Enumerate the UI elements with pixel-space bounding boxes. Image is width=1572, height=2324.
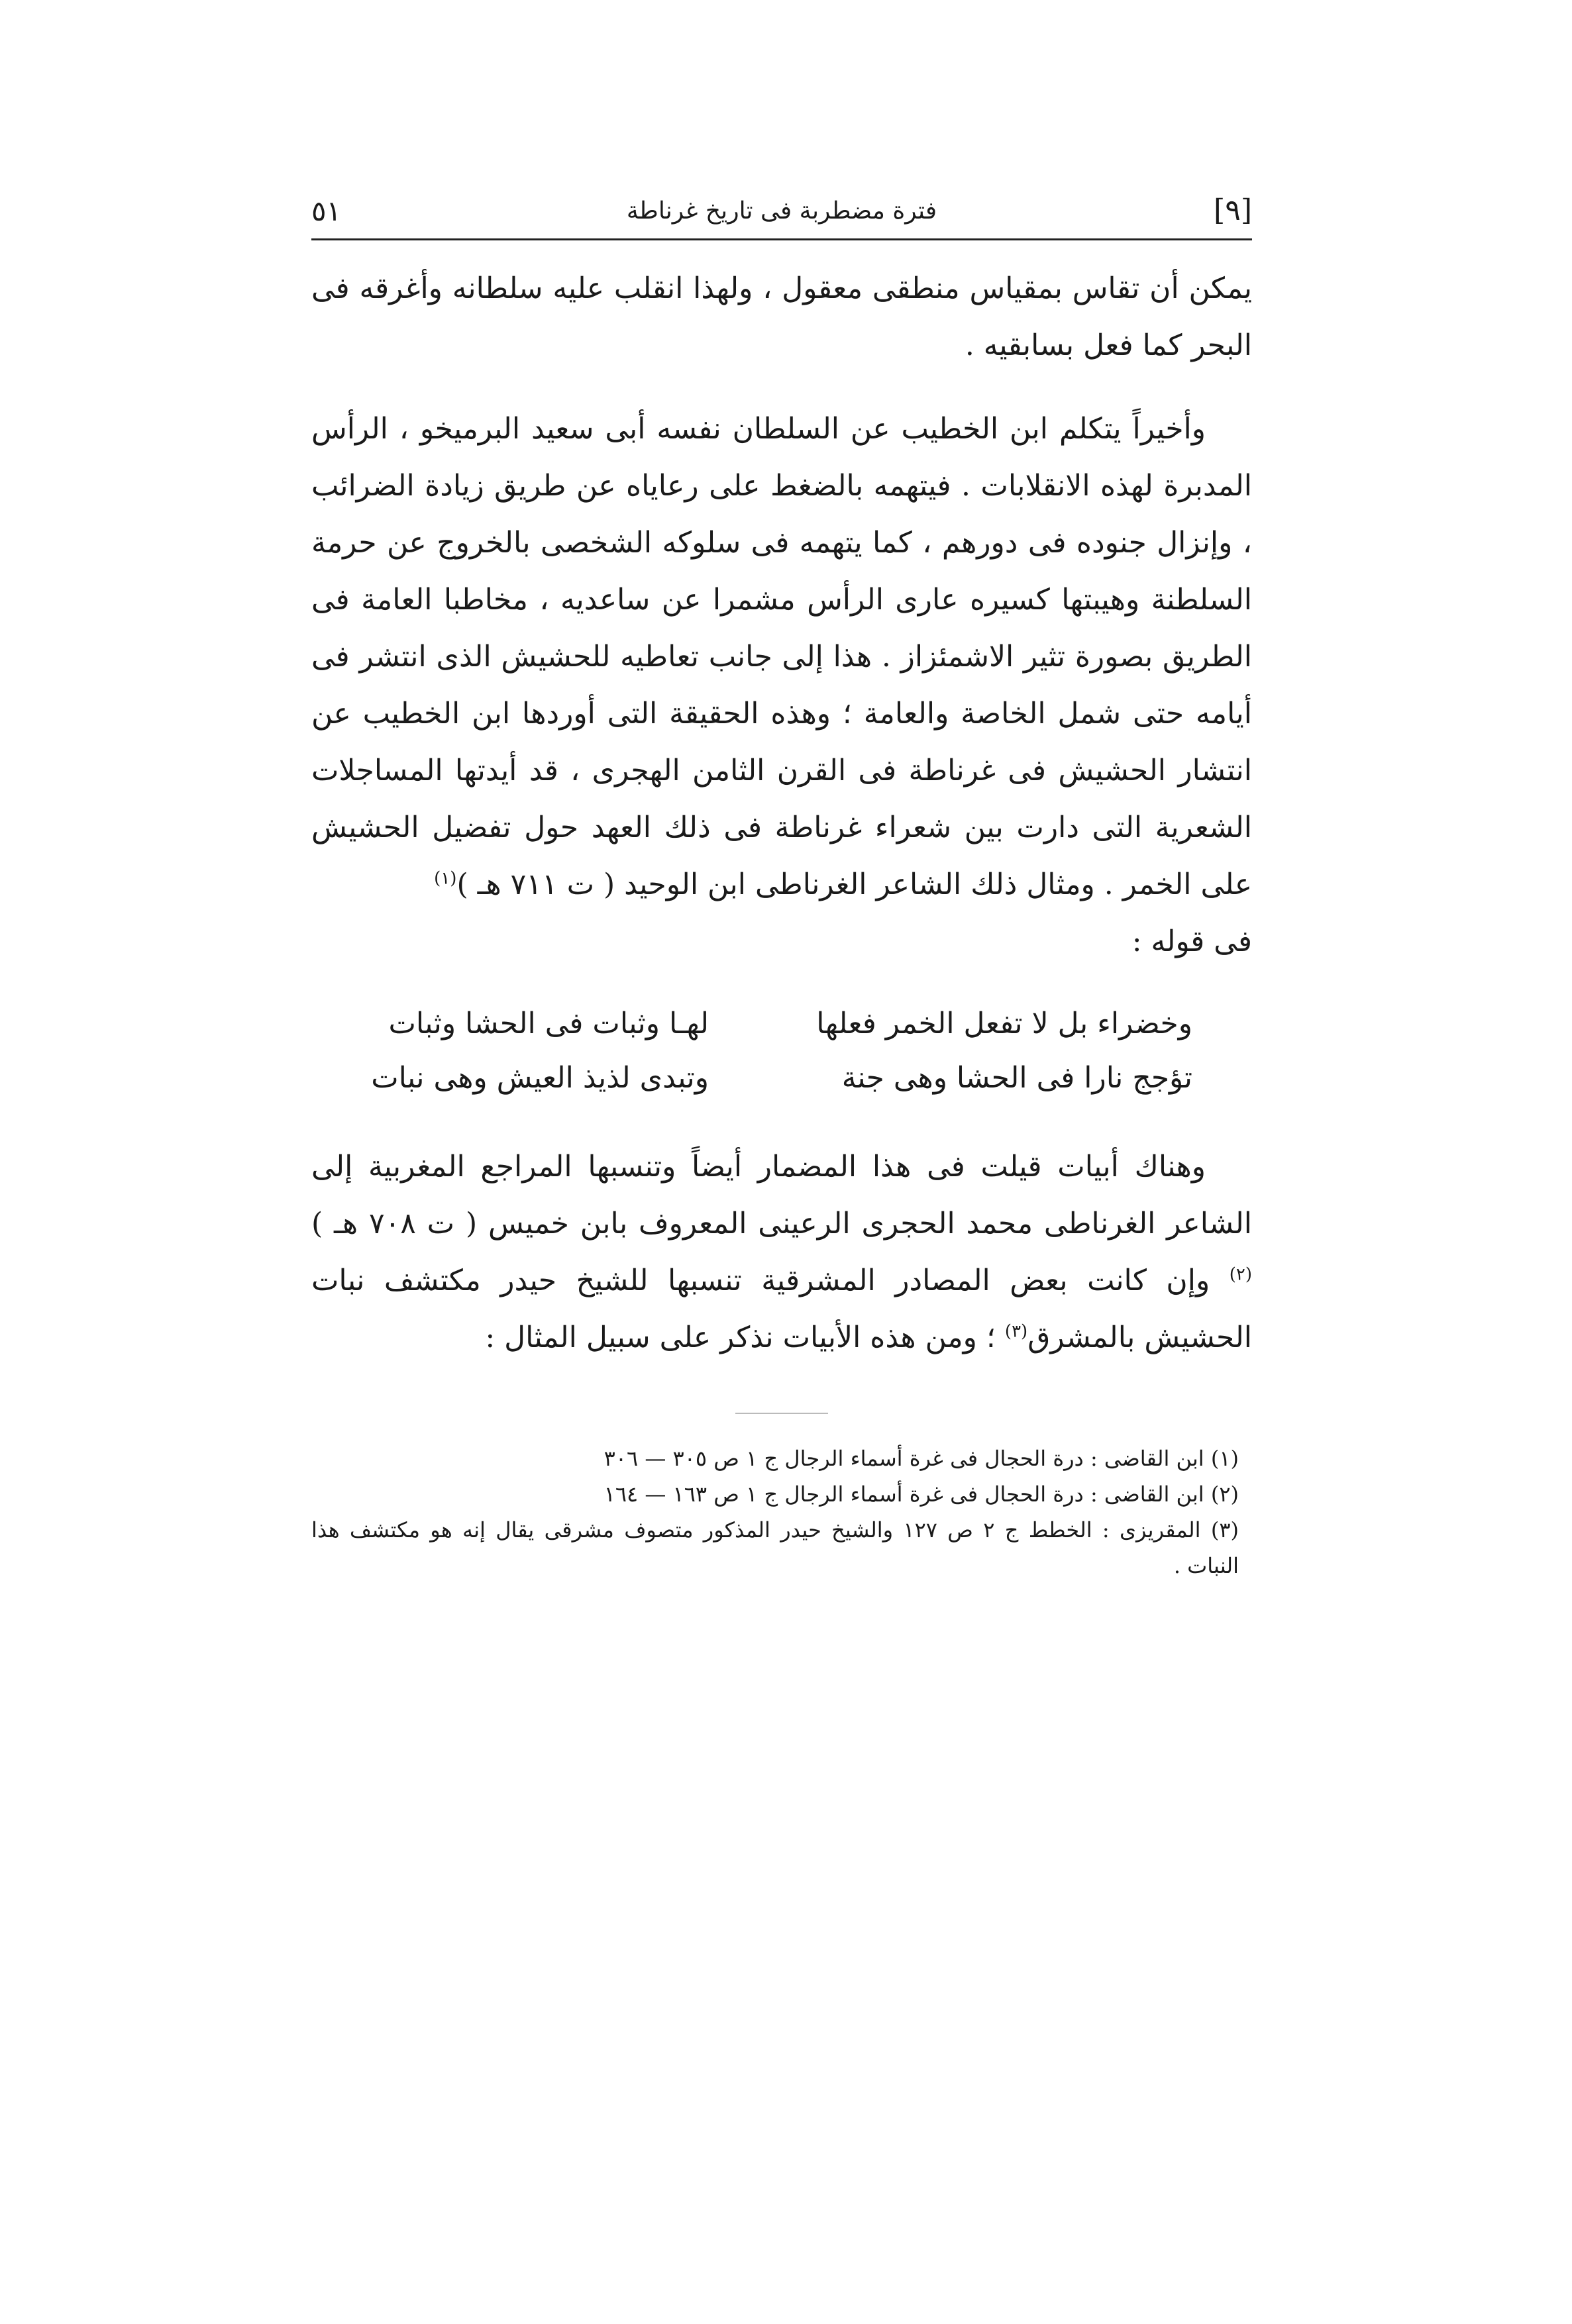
footnote-2: (٢) ابن القاضى : درة الحجال فى غرة أسماء الرجال ج ١ ص ١٦٣ — ١٦٤ [603, 1482, 1239, 1507]
hemistich-first: تؤجج نارا فى الحشا وهى جنة [841, 1061, 1192, 1095]
footnote-marker-2: (٢) [1229, 1264, 1252, 1285]
section-number: [٩] [1214, 193, 1252, 227]
paragraph-final-mid: وإن كانت بعض المصادر المشرقية تنسبها للشيخ حيدر مكتشف نبات الحشيش بالمشرق [311, 1264, 1252, 1354]
poem-verse [311, 1051, 1252, 1105]
paragraph-main-tail: فى قوله : [1131, 925, 1252, 958]
footnote-1: (١) ابن القاضى : درة الحجال فى غرة أسماء الرجال ج ١ ص ٣٠٥ — ٣٠٦ [603, 1446, 1239, 1471]
footnote-marker-1: (١) [434, 868, 457, 889]
hemistich-second: لهـا وثبات فى الحشا وثبات [388, 1007, 709, 1040]
document-page [311, 179, 1252, 1584]
poem [311, 997, 1252, 1105]
hemistich-first: وخضراء بل لا تفعل الخمر فعلها [816, 1007, 1192, 1040]
paragraph-final [311, 1138, 1252, 1366]
paragraph-main [311, 401, 1252, 970]
hemistich-second: وتبدى لذيذ العيش وهى نبات [371, 1061, 709, 1095]
poem-verse [311, 997, 1252, 1051]
running-title: فترة مضطربة فى تاريخ غرناطة [626, 197, 937, 225]
paragraph-continuation: يمكن أن تقاس بمقياس منطقى معقول ، ولهذا انقلب عليه سلطانه وأغرقه فى البحر كما فعل بسابقيه . [311, 272, 1252, 362]
footnote-marker-3: (٣) [1004, 1321, 1028, 1342]
footnote-separator [735, 1413, 828, 1414]
footnote-3: (٣) المقريزى : الخطط ج ٢ ص ١٢٧ والشيخ حيدر المذكور متصوف مشرقى يقال إنه هو مكتشف هذا النبات . [311, 1517, 1239, 1578]
paragraph-main-text: وأخيراً يتكلم ابن الخطيب عن السلطان نفسه أبى سعيد البرميخو ، الرأس المدبرة لهذه الانقلابات . فيتهمه بالضغط على رعاياه عن طريق زيادة الضرائب ، وإنزال جنوده فى دورهم ، كما يتهمه فى سلوكه الشخصى بالخروج عن حرمة السلطنة وهيبتها كسيره عارى الرأس مشمرا عن ساعديه ، مخاطبا العامة فى الطريق بصورة تثير الاشمئزاز . هذا إلى جانب تعاطيه للحشيش الذى انتشر فى أيامه حتى شمل الخاصة والعامة ؛ وهذه الحقيقة التى أوردها ابن الخطيب عن انتشار الحشيش فى غرناطة فى القرن الثامن الهجرى ، قد أيدتها المساجلات الشعرية التى دارت بين شعراء غرناطة فى ذلك العهد حول تفضيل الحشيش على الخمر . ومثال ذلك الشاعر الغرناطى ابن الوحيد ( ت ٧١١ هـ ) [311, 412, 1253, 901]
page-number: ٥١ [311, 195, 342, 227]
paragraph-final-tail: ؛ ومن هذه الأبيات نذكر على سبيل المثال : [485, 1321, 996, 1354]
running-header [311, 179, 1252, 240]
paragraph-final-text: وهناك أبيات قيلت فى هذا المضمار أيضاً وتنسبها المراجع المغربية إلى الشاعر الغرناطى محمد الحجرى الرعينى المعروف بابن خميس ( ت ٧٠٨ هـ ) [311, 1150, 1252, 1240]
footnotes [311, 1440, 1252, 1584]
